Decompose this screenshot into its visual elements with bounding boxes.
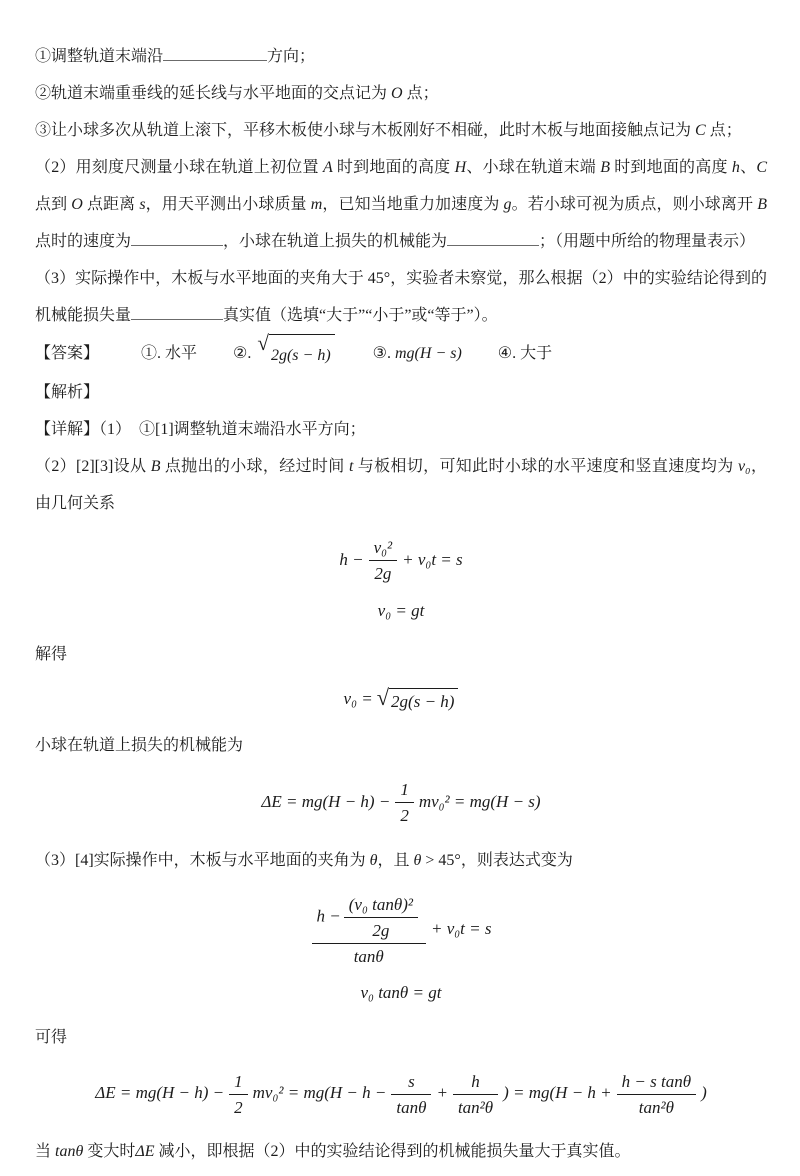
math-var: O (391, 85, 403, 102)
blank-underline (131, 230, 223, 246)
math-var: H (454, 159, 467, 176)
problem-question-3 (35, 260, 767, 334)
math-var: C (695, 122, 706, 139)
obtain-label: 可得 (35, 1028, 68, 1046)
text-segment: 与板相切，可知此时小球的水平速度和竖直速度均为 (353, 458, 738, 475)
text-segment: ，由几何关系 (35, 458, 767, 512)
text-segment: > 45°，则表达式变为 (421, 851, 573, 869)
text-segment: 、 (739, 159, 757, 176)
text-segment: 变大时 (83, 1143, 136, 1160)
math-token: ΔE = mg(H − h) − (95, 1083, 225, 1103)
energy-loss-label: 小球在轨道上损失的机械能为 (35, 737, 244, 754)
radical-sign-icon: √ (376, 684, 390, 710)
text-segment: ，且 (377, 851, 414, 869)
text-segment: 。若小球可视为质点，则小球离开 (511, 196, 758, 213)
text-segment: 点到 (35, 196, 72, 213)
detail-part-2 (35, 448, 767, 522)
text-segment: ①调整轨道末端沿 (35, 48, 164, 65)
formula-v0-result (35, 684, 767, 712)
formula-modified-geometry (35, 894, 767, 968)
math-var: O (71, 196, 83, 213)
inner-fraction (344, 894, 418, 942)
answer-3-index: ③. (372, 344, 391, 362)
math-token: h − (316, 906, 341, 926)
math-var: s (139, 196, 146, 213)
math-var: B (757, 196, 767, 213)
fraction (453, 1071, 498, 1119)
math-var: B (600, 159, 611, 176)
math-var: A (322, 159, 333, 176)
text-segment: 点时的速度为 (35, 233, 132, 250)
text-segment: 时到地面的高度 (332, 159, 455, 176)
solve-label: 解得 (35, 645, 68, 663)
math-token: + v₀t = s (402, 549, 463, 569)
fraction-numerator: h − s tanθ (617, 1071, 696, 1095)
math-var: g (503, 196, 512, 213)
formula-energy-loss-expanded (35, 1071, 767, 1119)
text-segment: 点距离 (82, 196, 140, 213)
text-segment: 点； (705, 122, 742, 139)
text-segment: ；（用题中所给的物理量表示） (539, 233, 756, 250)
answer-3 (373, 345, 466, 362)
text-segment: （3）[4]实际操作中，木板与水平地面的夹角为 (35, 851, 370, 869)
radicand: 2g(s − h) (269, 334, 335, 374)
fraction (395, 779, 414, 827)
text-segment: ，小球在轨道上损失的机械能为 (223, 233, 448, 250)
text-segment: （3）实际操作中，木板与水平地面的夹角大于 45°，实验者未察觉，那么根据（2）中的实验结论得到的机械能损失量 (35, 270, 767, 324)
math-token: mv₀² = mg(H − s) (418, 791, 541, 811)
answer-label: 【答案】 (35, 344, 100, 362)
formula-geometry-relation (35, 537, 767, 585)
problem-step-1 (35, 38, 767, 75)
math-var: t (348, 458, 354, 475)
problem-question-2 (35, 149, 767, 260)
answer-2 (233, 331, 341, 364)
math-token: v₀ tanθ = gt (360, 983, 442, 1003)
detail-part-3 (35, 842, 767, 879)
math-token: + (436, 1083, 448, 1103)
problem-step-3 (35, 112, 767, 149)
conclusion-line (35, 1133, 767, 1170)
text-segment: （2）用刻度尺测量小球在轨道上初位置 (35, 159, 323, 176)
math-var: tanθ (55, 1143, 84, 1160)
text-segment: 点抛出的小球，经过时间 (160, 458, 349, 475)
blank-underline (447, 230, 539, 246)
math-var: v₀ (737, 458, 751, 475)
answer-3-expression: mg(H − s) (395, 344, 462, 362)
math-token: mv₀² = mg(H − h − (252, 1083, 387, 1103)
answer-line (35, 331, 767, 374)
text-segment: 时到地面的高度 (610, 159, 732, 176)
math-token: ΔE = mg(H − h) − (261, 791, 391, 811)
radical-expression (257, 331, 334, 374)
text-segment: ，已知当地重力加速度为 (322, 196, 504, 213)
answer-4: ④. 大于 (497, 344, 553, 362)
text-segment: ②轨道末端重垂线的延长线与水平地面的交点记为 (35, 85, 392, 102)
math-token: + v₀t = s (430, 919, 492, 939)
radical-sign-icon: √ (257, 331, 269, 355)
formula-v0tan-equals-gt (35, 982, 767, 1003)
fraction-denominator: tan²θ (457, 1097, 494, 1117)
text-segment: ③让小球多次从轨道上滚下，平移木板使小球与木板刚好不相碰，此时木板与地面接触点记为 (35, 122, 696, 139)
fraction (229, 1071, 248, 1119)
detail-part-1 (35, 411, 767, 448)
formula-v0-equals-gt (35, 600, 767, 621)
fraction-denominator: tan²θ (638, 1097, 674, 1117)
fraction-numerator: s (391, 1071, 431, 1095)
math-token: v₀ = (343, 688, 373, 708)
text-segment: 【详解】（1） ①[1]调整轨道末端沿水平方向； (35, 421, 366, 438)
math-var: m (310, 196, 323, 213)
math-var: θ (413, 851, 422, 869)
fraction-numerator: (v₀ tanθ)² (344, 894, 418, 918)
blank-underline (163, 45, 267, 61)
text-segment: 方向； (267, 48, 316, 65)
text-segment: 点； (402, 85, 439, 102)
answer-1: ①. 水平 (141, 344, 198, 362)
text-segment: ，用天平测出小球质量 (145, 196, 311, 213)
radical-expression (376, 684, 459, 712)
fraction-denominator: 2 (400, 806, 409, 826)
fraction-denominator: tanθ (396, 1097, 427, 1117)
text-segment: （2）[2][3]设从 (35, 458, 151, 475)
text-segment: 当 (35, 1143, 56, 1160)
outer-fraction-denominator: tanθ (353, 947, 384, 966)
text-segment: 减小，即根据（2）中的实验结论得到的机械能损失量大于真实值。 (154, 1143, 631, 1160)
outer-fraction (312, 894, 426, 968)
math-token: v₀ = gt (377, 600, 425, 620)
fraction-numerator: v₀² (369, 537, 398, 561)
analysis-label: 【解析】 (35, 384, 100, 401)
fraction (391, 1071, 431, 1119)
fraction-numerator: 1 (229, 1071, 248, 1095)
blank-underline (131, 304, 223, 320)
text-segment: 真实值（选填“大于”“小于”或“等于”）。 (223, 307, 498, 324)
math-token: h − (339, 549, 364, 569)
fraction-denominator: 2g (372, 920, 390, 940)
math-var: h (731, 159, 740, 176)
math-token: ) (701, 1083, 707, 1103)
fraction-denominator: 2 (234, 1097, 243, 1117)
math-var: C (756, 159, 767, 176)
outer-fraction-numerator (312, 894, 426, 945)
math-var: ΔE (135, 1143, 155, 1160)
fraction-denominator: 2g (374, 564, 392, 584)
fraction-numerator: h (453, 1071, 498, 1095)
radicand: 2g(s − h) (389, 688, 458, 712)
answer-2-index: ②. (233, 344, 252, 362)
problem-step-2 (35, 75, 767, 112)
fraction (369, 537, 398, 585)
fraction (617, 1071, 696, 1119)
math-token: ) = mg(H − h + (503, 1083, 612, 1103)
math-var: B (150, 458, 161, 475)
text-segment: 、小球在轨道末端 (466, 159, 601, 176)
math-var: θ (369, 851, 378, 869)
formula-energy-loss (35, 779, 767, 827)
fraction-numerator: 1 (395, 779, 414, 803)
